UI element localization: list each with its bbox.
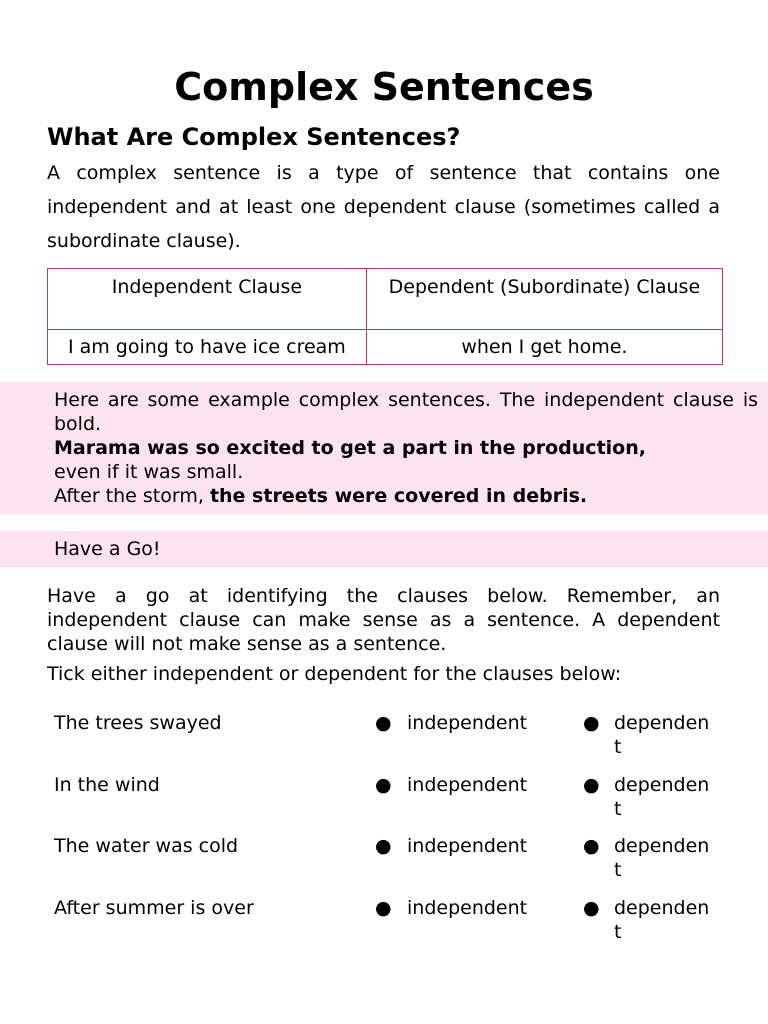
- clause-table-row: [48, 330, 723, 365]
- example-2-independent-clause: the streets were covered in debris.: [209, 485, 588, 507]
- clause-text: In the wind: [54, 774, 160, 796]
- independent-clause-example: I am going to have ice cream: [48, 330, 367, 365]
- example-sentence-1: [54, 436, 758, 484]
- clause-table-header-row: [48, 269, 723, 330]
- independent-option-label: independent: [407, 774, 528, 796]
- independent-radio[interactable]: ●: [375, 712, 392, 734]
- clause-row: [0, 711, 768, 761]
- dependent-radio[interactable]: ●: [583, 774, 600, 796]
- dependent-option-label: dependent: [614, 897, 710, 943]
- independent-clause-header: Independent Clause: [48, 269, 367, 330]
- dependent-option-label: dependent: [614, 774, 710, 820]
- tick-instruction: Tick either independent or dependent for the clauses below:: [47, 663, 622, 685]
- clause-text: The trees swayed: [54, 712, 222, 734]
- independent-option-label: independent: [407, 835, 528, 857]
- clause-row: [0, 834, 768, 884]
- dependent-clause-header: Dependent (Subordinate) Clause: [366, 269, 722, 330]
- have-a-go-banner: [0, 531, 768, 567]
- dependent-radio[interactable]: ●: [583, 712, 600, 734]
- clause-text: After summer is over: [54, 897, 254, 919]
- clause-text: The water was cold: [54, 835, 239, 857]
- independent-option-label: independent: [407, 897, 528, 919]
- independent-radio[interactable]: ●: [375, 835, 392, 857]
- clause-row: [0, 896, 768, 946]
- clause-table: [47, 268, 723, 365]
- independent-radio[interactable]: ●: [375, 897, 392, 919]
- example-2-dependent-clause: After the storm,: [54, 485, 210, 507]
- dependent-radio[interactable]: ●: [583, 835, 600, 857]
- examples-intro: Here are some example complex sentences. The independent clause is bold.: [54, 389, 758, 435]
- section-heading: What Are Complex Sentences?: [47, 123, 461, 151]
- dependent-clause-example: when I get home.: [366, 330, 722, 365]
- intro-paragraph: A complex sentence is a type of sentence that contains one independent and at least one dependent clause (sometimes called a subordinate clause).: [47, 162, 720, 252]
- independent-option-label: independent: [407, 712, 528, 734]
- have-a-go-label: Have a Go!: [54, 538, 161, 560]
- dependent-radio[interactable]: ●: [583, 897, 600, 919]
- example-1-dependent-clause: even if it was small.: [54, 461, 244, 483]
- independent-radio[interactable]: ●: [375, 774, 392, 796]
- dependent-option-label: dependent: [614, 712, 710, 758]
- clause-row: [0, 773, 768, 823]
- page-title: Complex Sentences: [174, 65, 594, 109]
- dependent-option-label: dependent: [614, 835, 710, 881]
- example-1-independent-clause: Marama was so excited to get a part in the production,: [54, 437, 646, 459]
- example-sentence-2: [54, 484, 758, 508]
- examples-box: [0, 382, 768, 514]
- instructions-paragraph: Have a go at identifying the clauses below. Remember, an independent clause can make sense as a sentence. A dependent clause will not make sense as a sentence.: [47, 585, 720, 655]
